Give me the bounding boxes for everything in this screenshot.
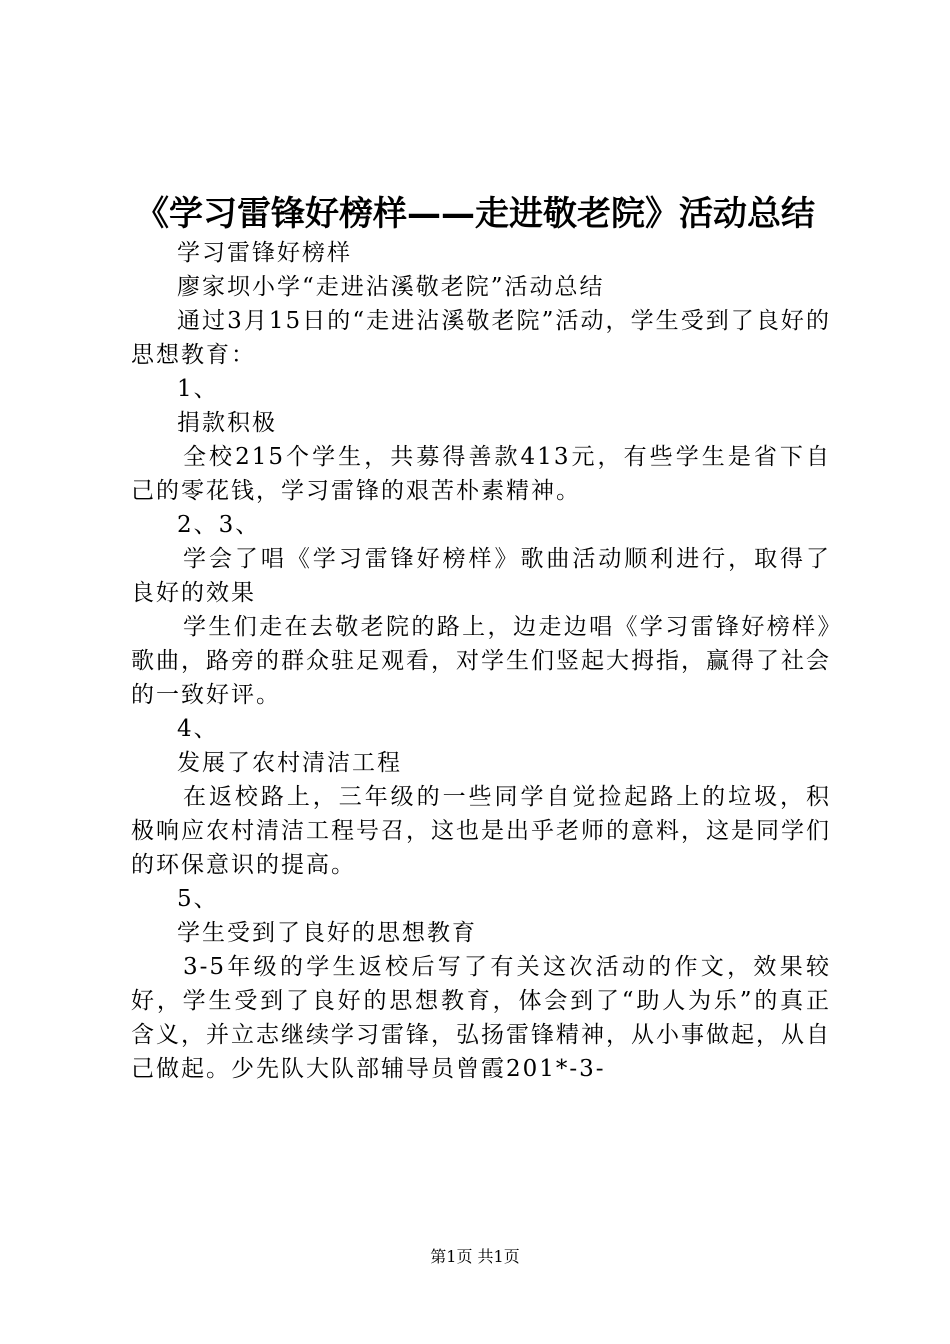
section-text-4: 在返校路上，三年级的一些同学自觉捡起路上的垃圾，积极响应农村清洁工程号召，这也是出乎老师的意料，这是同学们的环保意识的提高。	[131, 784, 831, 878]
section-number-4: 4、	[177, 716, 219, 742]
paragraph-subtitle: 学习雷锋好榜样	[177, 240, 352, 266]
document-title: 《学习雷锋好榜样——走进敬老院》活动总结	[135, 194, 815, 234]
section-number-2-3: 2、3、	[177, 512, 261, 538]
section-heading-5: 学生受到了良好的思想教育	[177, 920, 477, 946]
section-number-5: 5、	[177, 886, 219, 912]
section-text-5: 3-5年级的学生返校后写了有关这次活动的作文，效果较好，学生受到了良好的思想教育，体会到了“助人为乐”的真正含义，并立志继续学习雷锋，弘扬雷锋精神，从小事做起，从自己做起。少先队大队部辅导员曾霞201*-3-	[131, 954, 831, 1082]
section-heading-1: 捐款积极	[177, 410, 277, 436]
paragraph-intro: 通过3月15日的“走进沾溪敬老院”活动，学生受到了良好的思想教育：	[131, 308, 831, 368]
section-number-1: 1、	[177, 376, 219, 402]
paragraph-heading: 廖家坝小学“走进沾溪敬老院”活动总结	[177, 274, 605, 300]
section-heading-4: 发展了农村清洁工程	[177, 750, 402, 776]
page-footer: 第1页 共1页	[430, 1247, 520, 1266]
section-text-3: 学生们走在去敬老院的路上，边走边唱《学习雷锋好榜样》歌曲，路旁的群众驻足观看，对学生们竖起大拇指，赢得了社会的一致好评。	[131, 614, 831, 708]
section-text-1: 全校215个学生，共募得善款413元，有些学生是省下自己的零花钱，学习雷锋的艰苦朴素精神。	[131, 444, 831, 504]
document-body	[131, 236, 831, 1086]
section-heading-2: 学会了唱《学习雷锋好榜样》歌曲活动顺利进行，取得了良好的效果	[131, 546, 831, 606]
